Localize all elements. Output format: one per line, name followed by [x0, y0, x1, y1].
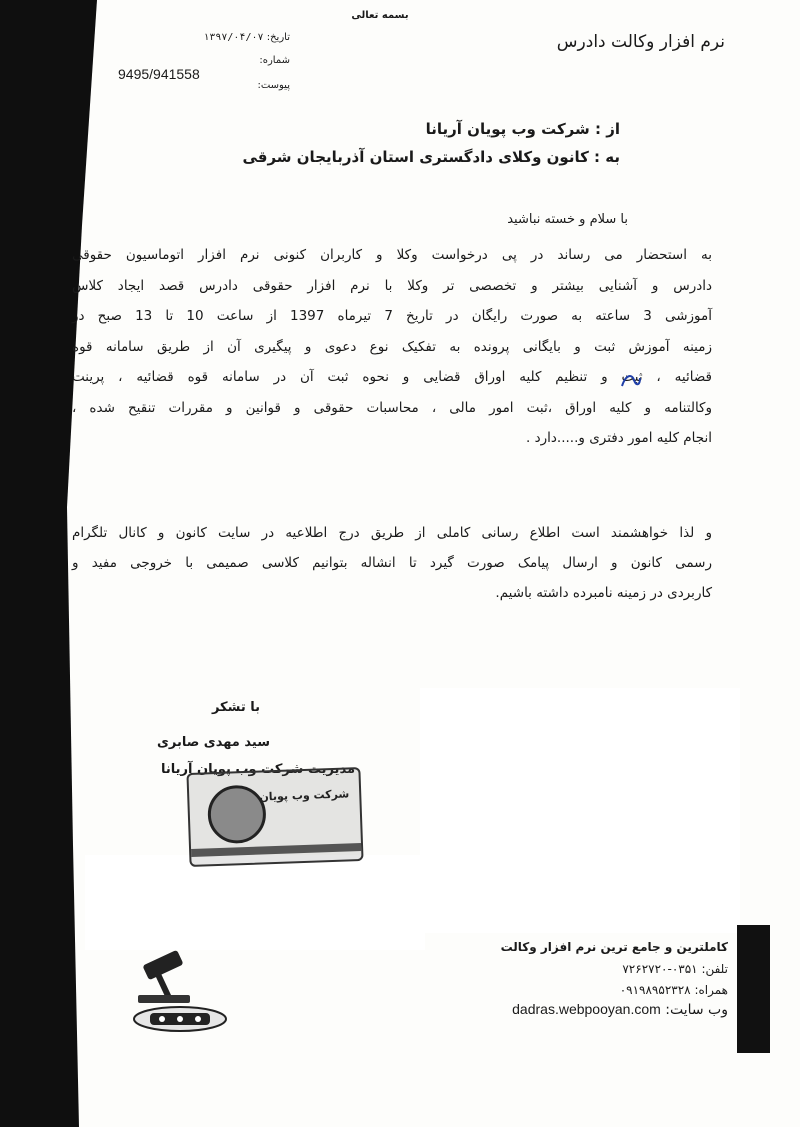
signature-closing: با تشکر	[211, 700, 260, 715]
basmala: بسمه تعالی	[351, 10, 409, 21]
paragraph-2-line: کاربردی در زمینه نامبرده داشته باشیم.	[495, 585, 712, 601]
footer-tagline: کاملترین و جامع ترین نرم افزار وکالت	[500, 940, 728, 954]
paragraph-2-line: و لذا خواهشمند است اطلاع رسانی کاملی از طریق درج اطلاعیه در سایت کانون و کانال تلگرام	[72, 525, 712, 541]
redaction-box	[85, 855, 425, 950]
website-link[interactable]: dadras.webpooyan.com	[512, 1001, 661, 1017]
stamp-seal-icon	[207, 784, 267, 844]
mobile-value: ۰۹۱۹۸۹۵۲۳۲۸	[619, 983, 691, 997]
footer-phone	[622, 962, 728, 976]
paragraph-1-line: قضائیه ، ثبت و تنظیم کلیه اوراق قضایی و نحوه ثبت آن در سامانه قوه قضائیه ، پرینت	[72, 369, 712, 385]
mobile-label: همراه:	[694, 983, 728, 997]
attachment-field	[120, 80, 290, 91]
greeting: با سلام و خسته نباشید	[507, 212, 628, 227]
pen-mark-icon	[620, 372, 642, 390]
phone-label: تلفن:	[701, 962, 728, 976]
number-field	[120, 55, 290, 66]
signature-title: مدیریت شرکت وب پویان آریانا	[161, 762, 355, 777]
document-number: 9495/941558	[118, 66, 200, 82]
paragraph-1	[72, 240, 712, 454]
footer-website	[512, 1001, 728, 1018]
attachment-label: پیوست:	[257, 80, 290, 91]
signature-name: سید مهدی صابری	[156, 735, 270, 750]
paragraph-2	[72, 518, 712, 608]
header-brand: نرم افزار وکالت دادرس	[556, 32, 725, 52]
paragraph-1-line: زمینه آموزش ثبت و بایگانی پرونده به تفکیک نوع دعوی و پیگیری آن از طریق سامانه قوه	[72, 338, 712, 355]
paragraph-1-line: آموزشی 3 ساعته به صورت رایگان در تاریخ 7 تیرماه 1397 از ساعت 10 تا 13 صبح در	[72, 308, 712, 324]
stamp-base	[191, 843, 361, 857]
paragraph-2-line: رسمی کانون و ارسال پیامک صورت گیرد تا انشاله بتوانیم کلاسی صمیمی با خروجی مفید و	[72, 555, 712, 571]
date-value: ۱۳۹۷/۰۴/۰۷	[203, 32, 264, 43]
paragraph-1-line: انجام کلیه امور دفتری و.....دارد .	[526, 430, 712, 446]
date-field	[120, 32, 290, 43]
stamp-text: شرکت وب پویان	[259, 787, 350, 804]
redaction-box	[420, 688, 740, 933]
footer-mobile	[620, 983, 728, 997]
phone-value: ۰۳۵۱-۷۲۶۲۷۲۰	[622, 962, 698, 976]
paragraph-1-line: به استحضار می رساند در پی درخواست وکلا و کاربران کنونی نرم افزار اتوماسیون حقوقی	[72, 247, 712, 263]
date-label: تاریخ:	[266, 32, 290, 43]
website-label: وب سایت:	[665, 1002, 728, 1018]
company-stamp	[186, 767, 363, 867]
paragraph-1-line: دادرس و آشنایی بیشتر و تخصصی تر وکلا با نرم افزار حقوقی دادرس قصد ایجاد کلاس	[72, 277, 712, 294]
gavel-logo-icon	[130, 945, 230, 1035]
number-label: شماره:	[259, 55, 290, 66]
paragraph-1-line: وکالتنامه و کلیه اوراق ،ثبت امور مالی ، محاسبات حقوقی و قوانین و مقررات تنقیح شده ،	[72, 399, 712, 416]
footer-bar	[737, 925, 770, 1053]
letter-from: از : شرکت وب پویان آریانا	[425, 120, 620, 138]
letter-to: به : کانون وکلای دادگستری استان آذربایجان شرقی	[242, 148, 620, 166]
